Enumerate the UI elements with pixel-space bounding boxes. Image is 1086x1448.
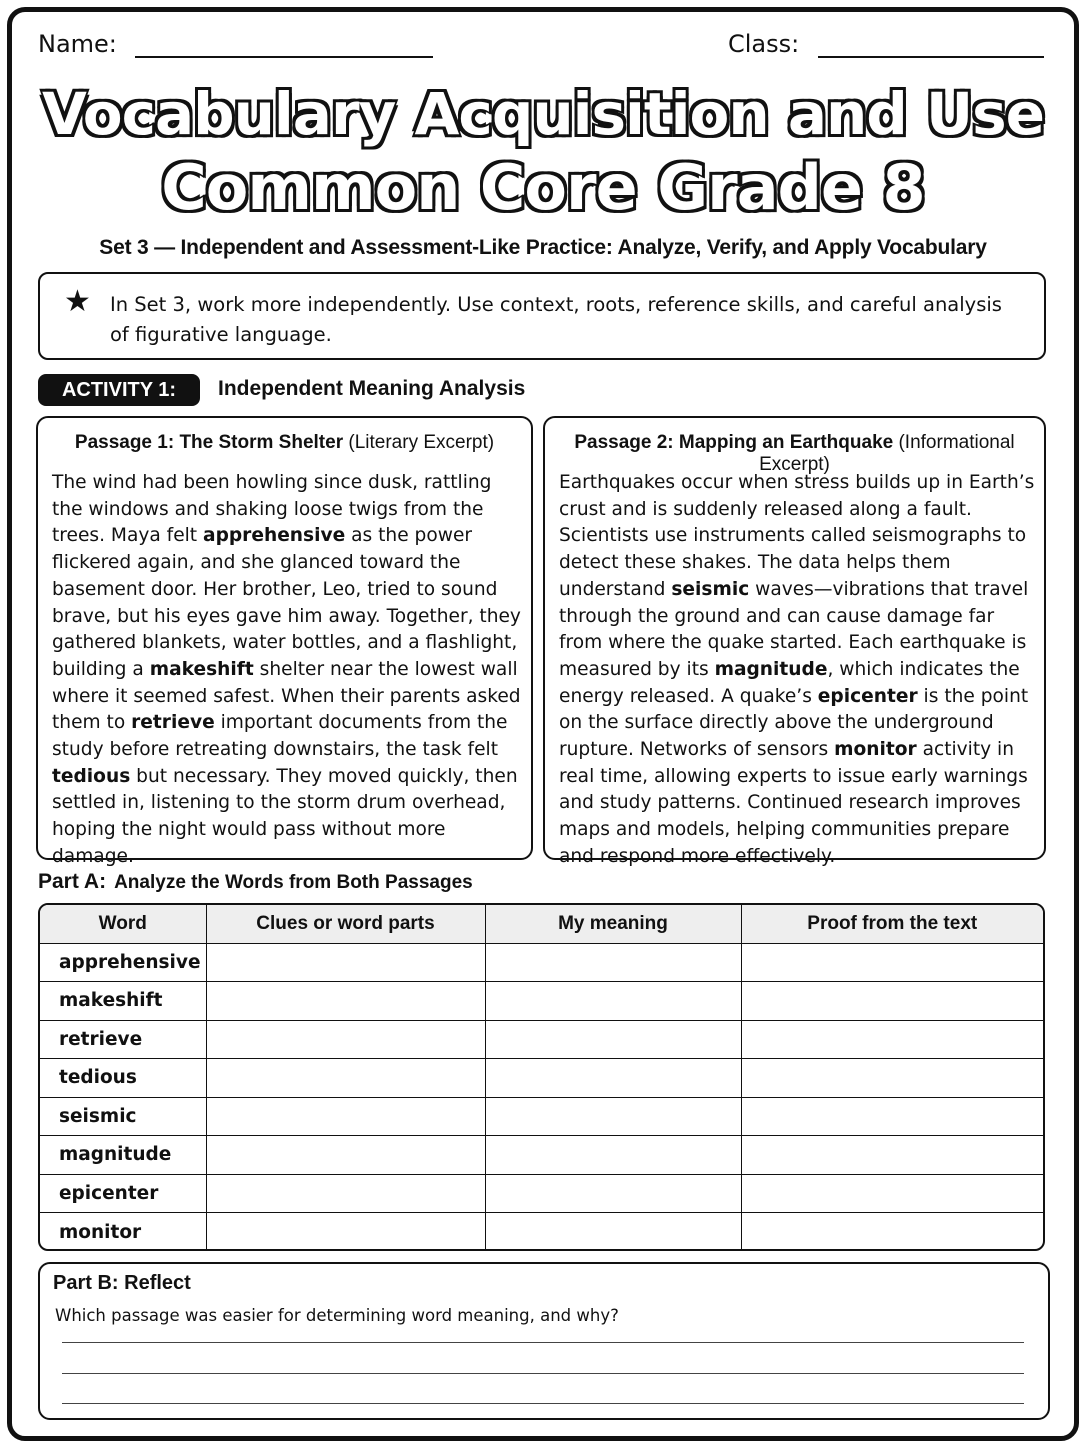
proof-cell[interactable]	[741, 943, 1043, 982]
set-subtitle: Set 3 — Independent and Assessment-Like Practice: Analyze, Verify, and Apply Vocabulary	[99, 236, 987, 259]
activity-title: Independent Meaning Analysis	[218, 377, 526, 400]
word-cell: seismic	[40, 1097, 206, 1136]
vocab-word-magnitude: magnitude	[714, 658, 828, 680]
star-icon: ★	[64, 284, 91, 319]
column-header-proof: Proof from the text	[741, 905, 1043, 943]
word-cell: retrieve	[40, 1020, 206, 1059]
clues-cell[interactable]	[206, 943, 485, 982]
vocab-word-apprehensive: apprehensive	[203, 525, 346, 547]
passage-2-text	[559, 470, 1036, 871]
meaning-cell[interactable]	[485, 982, 741, 1021]
table-header-row	[40, 905, 1043, 943]
meaning-cell[interactable]	[485, 1020, 741, 1059]
instructions-box	[38, 272, 1046, 360]
meaning-cell[interactable]	[485, 1213, 741, 1252]
proof-cell[interactable]	[741, 1174, 1043, 1213]
table-row	[40, 1097, 1043, 1136]
passage-1-text	[52, 470, 523, 871]
part-b-question: Which passage was easier for determining word meaning, and why?	[55, 1306, 619, 1325]
passage-text-segment: shelter near the lowest wall where it seemed safest. When their parents asked them to	[52, 658, 521, 734]
word-cell: epicenter	[40, 1174, 206, 1213]
passage-text-segment: but necessary. They moved quickly, then settled in, listening to the storm drum overhead, hoping the night would pass without more damage.	[52, 765, 518, 867]
name-label: Name:	[38, 30, 117, 58]
passage-text-segment: activity in real time, allowing experts to issue early warnings and study patterns. Continued research improves maps and models, helping communities prepare and respond more effectively.	[559, 739, 1028, 867]
column-header-meaning: My meaning	[485, 905, 741, 943]
passage-text-segment: important documents from the study before retreating downstairs, the task felt	[52, 712, 508, 761]
clues-cell[interactable]	[206, 982, 485, 1021]
word-cell: apprehensive	[40, 943, 206, 982]
proof-cell[interactable]	[741, 1020, 1043, 1059]
passage-1-title: Passage 1: The Storm Shelter	[74, 432, 344, 453]
part-b-box	[38, 1262, 1050, 1420]
passage-2-type: (Informational Excerpt)	[759, 432, 1015, 475]
word-cell: monitor	[40, 1213, 206, 1252]
meaning-cell[interactable]	[485, 1136, 741, 1175]
table-row	[40, 1059, 1043, 1098]
title-line-1: Vocabulary Acquisition and Use	[42, 80, 1044, 148]
table-row	[40, 1020, 1043, 1059]
passage-text-segment: is the point on the surface directly above the underground rupture. Networks of sensors	[559, 685, 1029, 761]
passage-text-segment: The wind had been howling since dusk, rattling the windows and shaking loose twigs from the trees. Maya felt	[52, 472, 492, 547]
vocab-word-retrieve: retrieve	[131, 712, 215, 734]
clues-cell[interactable]	[206, 1097, 485, 1136]
meaning-cell[interactable]	[485, 1059, 741, 1098]
instructions-text: In Set 3, work more independently. Use context, roots, reference skills, and careful analysis of figurative language.	[110, 293, 1002, 346]
meaning-cell[interactable]	[485, 1174, 741, 1213]
part-a-title: Analyze the Words from Both Passages	[114, 872, 473, 893]
answer-line[interactable]	[62, 1373, 1024, 1374]
vocab-word-seismic: seismic	[671, 578, 750, 600]
proof-cell[interactable]	[741, 1059, 1043, 1098]
vocab-word-tedious: tedious	[52, 765, 131, 787]
passage-text-segment: Earthquakes occur when stress builds up in Earth’s crust and is suddenly released along a fault. Scientists use instruments called seismographs to detect these shakes. The data helps them understand	[559, 472, 1035, 600]
proof-cell[interactable]	[741, 982, 1043, 1021]
proof-cell[interactable]	[741, 1097, 1043, 1136]
table-row	[40, 1174, 1043, 1213]
column-header-word: Word	[40, 905, 206, 943]
vocab-word-monitor: monitor	[834, 739, 917, 761]
table-row	[40, 943, 1043, 982]
passage-text-segment: waves—vibrations that travel through the ground and can cause damage far from where the quake started. Each earthquake is measured by its	[559, 578, 1029, 680]
clues-cell[interactable]	[206, 1059, 485, 1098]
activity-badge: ACTIVITY 1:	[38, 374, 200, 406]
vocab-word-epicenter: epicenter	[817, 685, 918, 707]
passage-text-segment: , which indicates the energy released. A quake’s	[559, 658, 1020, 707]
name-field[interactable]	[135, 56, 433, 58]
part-a-label: Part A:	[38, 870, 107, 893]
clues-cell[interactable]	[206, 1174, 485, 1213]
passage-1-type: (Literary Excerpt)	[348, 432, 495, 453]
vocabulary-table	[38, 903, 1045, 1251]
word-cell: makeshift	[40, 982, 206, 1021]
word-cell: magnitude	[40, 1136, 206, 1175]
word-cell: tedious	[40, 1059, 206, 1098]
passage-text-segment: as the power flickered again, and she glanced toward the basement door. Her brother, Leo, tried to sound brave, but his eyes gave him away. Together, they gathered blankets, water bottles, and a flashlight, building a	[52, 525, 521, 680]
answer-line[interactable]	[62, 1403, 1024, 1404]
proof-cell[interactable]	[741, 1213, 1043, 1252]
table-row	[40, 1213, 1043, 1252]
column-header-clues: Clues or word parts	[206, 905, 485, 943]
clues-cell[interactable]	[206, 1136, 485, 1175]
meaning-cell[interactable]	[485, 943, 741, 982]
passage-1-box	[36, 416, 533, 867]
passage-1-heading	[38, 432, 531, 454]
clues-cell[interactable]	[206, 1213, 485, 1252]
part-b-title: Part B: Reflect	[53, 1272, 191, 1294]
part-a-heading	[38, 870, 473, 894]
vocab-word-makeshift: makeshift	[149, 658, 254, 680]
passage-2-title: Passage 2: Mapping an Earthquake	[574, 432, 894, 453]
title-line-2: Common Core Grade 8	[161, 151, 925, 224]
meaning-cell[interactable]	[485, 1097, 741, 1136]
table-row	[40, 1136, 1043, 1175]
answer-line[interactable]	[62, 1342, 1024, 1343]
table-row	[40, 982, 1043, 1021]
class-field[interactable]	[818, 56, 1044, 58]
class-label: Class:	[728, 30, 800, 58]
clues-cell[interactable]	[206, 1020, 485, 1059]
passage-2-box	[543, 416, 1046, 867]
proof-cell[interactable]	[741, 1136, 1043, 1175]
